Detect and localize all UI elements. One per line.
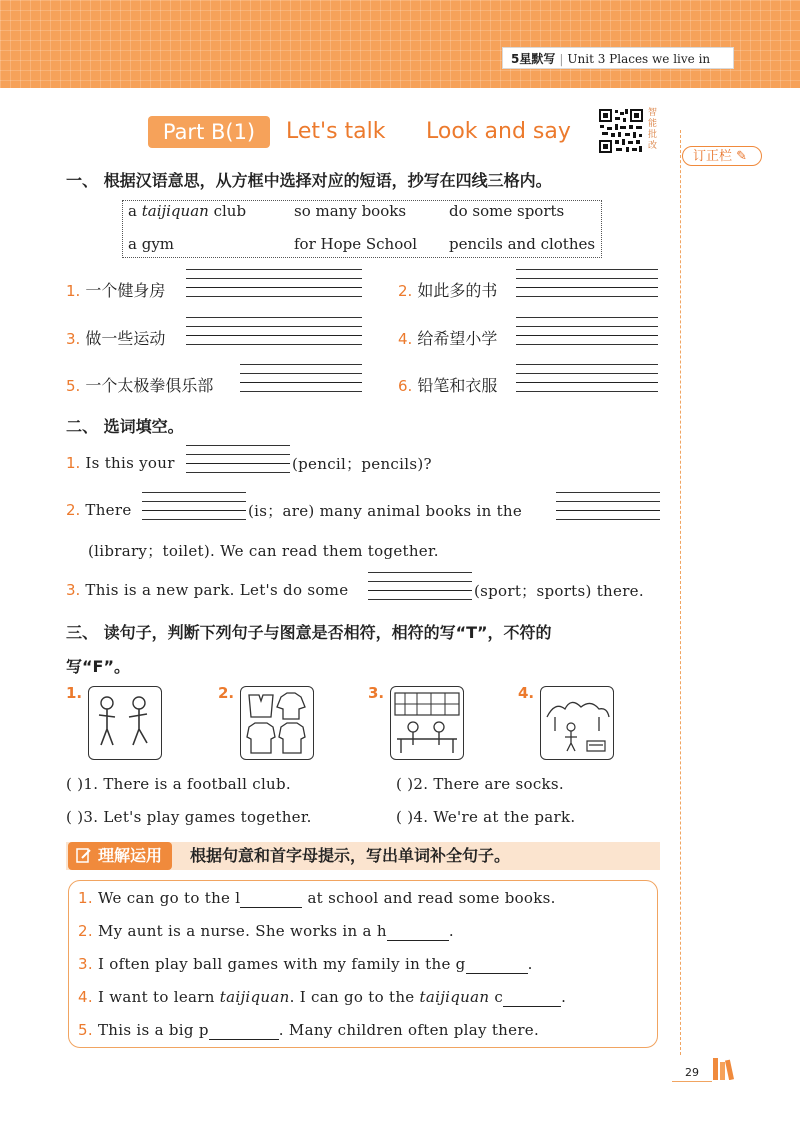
look-and-say-title: Look and say	[426, 119, 571, 144]
books-icon	[712, 1056, 740, 1080]
pencil-icon: ✎	[736, 149, 748, 164]
lets-talk-title: Let's talk	[286, 119, 386, 144]
picture-park	[540, 686, 614, 760]
item-number: 1.	[66, 454, 81, 472]
item-number: 3.	[78, 955, 93, 973]
question-options: (is；are) many animal books in the	[248, 502, 523, 520]
answer-blank[interactable]	[387, 922, 449, 941]
sentence-end: .	[448, 922, 454, 940]
question-text: Is this your	[85, 454, 175, 472]
fill-sentence	[78, 955, 533, 974]
four-line-writing-field[interactable]	[186, 445, 290, 473]
picture-number: 2.	[218, 684, 235, 702]
item-number: 2.	[398, 282, 413, 300]
answer-blank[interactable]	[466, 955, 528, 974]
item-number: 5.	[66, 377, 81, 395]
question-options: (sport；sports) there.	[474, 582, 644, 600]
section-4-tag	[68, 842, 172, 870]
four-line-writing-field[interactable]	[240, 364, 362, 392]
item-chinese: 一个健身房	[85, 281, 166, 300]
series-label: 5星默写	[511, 52, 556, 66]
section-1-item	[398, 326, 497, 349]
question-continuation: (library；toilet). We can read them together.	[88, 542, 439, 560]
sentence-middle: . I can go to the	[289, 988, 420, 1006]
sentence-start: My aunt is a nurse. She works in a h	[98, 922, 387, 940]
correction-column-divider	[680, 130, 682, 1055]
item-number: 1.	[83, 775, 99, 793]
item-number: 2.	[66, 501, 81, 519]
question-2-2	[66, 500, 132, 519]
correction-column-label	[682, 146, 762, 166]
item-chinese: 如此多的书	[417, 281, 498, 300]
clothes-icon	[241, 687, 313, 759]
answer-blank[interactable]	[240, 889, 302, 908]
picture-number: 3.	[368, 684, 385, 702]
judgement-statement	[396, 775, 564, 793]
word-bank-item: pencils and clothes	[449, 235, 596, 253]
section-1-item	[66, 373, 213, 396]
picture-number: 1.	[66, 684, 83, 702]
item-number: 5.	[78, 1021, 93, 1039]
part-badge: Part B(1)	[148, 116, 270, 148]
answer-paren[interactable]: ( )	[66, 775, 84, 793]
sentence-end: .	[527, 955, 533, 973]
item-number: 1.	[78, 889, 93, 907]
item-chinese: 给希望小学	[417, 329, 498, 348]
word-bank-item: a taijiquan club	[128, 202, 247, 220]
question-text: There	[85, 501, 132, 519]
italic-word: taijiquan	[419, 988, 490, 1006]
sentence-start: I often play ball games with my family in the g	[98, 955, 466, 973]
four-line-writing-field[interactable]	[516, 317, 658, 345]
four-line-writing-field[interactable]	[368, 572, 472, 600]
word-bank-item: so many books	[294, 202, 407, 220]
page-number-rule	[672, 1081, 712, 1082]
sentence-start: I want to learn	[98, 988, 220, 1006]
item-chinese: 一个太极拳俱乐部	[85, 376, 214, 395]
four-line-writing-field[interactable]	[186, 269, 362, 297]
answer-blank[interactable]	[209, 1021, 279, 1040]
page-number: 29	[685, 1066, 699, 1079]
question-2-3	[66, 580, 348, 599]
picture-clothes	[240, 686, 314, 760]
item-chinese: 铅笔和衣服	[417, 376, 498, 395]
judgement-statement	[396, 808, 575, 826]
judgement-statement	[66, 808, 312, 826]
sentence-end: . Many children often play there.	[278, 1021, 540, 1039]
picture-library	[390, 686, 464, 760]
word-bank-item: a gym	[128, 235, 175, 253]
statement-text: There is a football club.	[103, 775, 291, 793]
edit-icon	[76, 848, 92, 864]
italic-word: taijiquan	[219, 988, 290, 1006]
section-3-heading-cont: 写“F”。	[66, 657, 130, 676]
item-number: 4.	[413, 808, 429, 826]
item-number: 1.	[66, 282, 81, 300]
judgement-statement	[66, 775, 291, 793]
library-icon	[391, 687, 463, 759]
section-4-tag-text: 理解运用	[98, 846, 163, 865]
statement-text: Let's play games together.	[103, 808, 312, 826]
word-bank-item: for Hope School	[294, 235, 418, 253]
sentence-start: We can go to the l	[98, 889, 241, 907]
page-header-band	[0, 0, 800, 88]
item-number: 4.	[78, 988, 93, 1006]
four-line-writing-field[interactable]	[142, 492, 246, 520]
item-chinese: 做一些运动	[85, 329, 166, 348]
picture-number: 4.	[518, 684, 535, 702]
statement-text: We're at the park.	[433, 808, 576, 826]
question-options: (pencil；pencils)?	[292, 455, 432, 473]
fill-sentence	[78, 1021, 539, 1040]
section-1-heading: 一、 根据汉语意思，从方框中选择对应的短语，抄写在四线三格内。	[66, 171, 552, 190]
sentence-end: at school and read some books.	[302, 889, 556, 907]
statement-text: There are socks.	[433, 775, 564, 793]
word-bank-item: do some sports	[449, 202, 565, 220]
kids-playing-icon	[89, 687, 161, 759]
section-2-heading: 二、 选词填空。	[66, 417, 184, 436]
answer-paren[interactable]: ( )	[396, 775, 414, 793]
item-number: 4.	[398, 330, 413, 348]
correction-label-text: 订正栏	[693, 149, 733, 164]
section-1-item	[398, 373, 497, 396]
qr-code-icon[interactable]	[598, 108, 644, 154]
four-line-writing-field[interactable]	[186, 317, 362, 353]
park-icon	[541, 687, 613, 759]
question-text: This is a new park. Let's do some	[85, 581, 349, 599]
fill-sentence	[78, 889, 556, 908]
sentence-hint: c	[489, 988, 504, 1006]
item-number: 2.	[78, 922, 93, 940]
four-line-writing-field[interactable]	[556, 492, 660, 520]
question-2-1	[66, 453, 175, 472]
section-4-instruction: 根据句意和首字母提示，写出单词补全句子。	[190, 846, 511, 865]
answer-paren[interactable]: ( )	[396, 808, 414, 826]
section-1-item	[66, 326, 165, 349]
item-number: 3.	[83, 808, 99, 826]
smart-review-label: 智能批改	[648, 108, 658, 151]
four-line-writing-field[interactable]	[516, 269, 658, 297]
item-number: 3.	[66, 581, 81, 599]
answer-blank[interactable]	[503, 988, 561, 1007]
picture-kids-playing	[88, 686, 162, 760]
item-number: 3.	[66, 330, 81, 348]
fill-sentence	[78, 988, 566, 1007]
four-line-writing-field[interactable]	[516, 364, 658, 392]
fill-sentence	[78, 922, 454, 941]
sentence-end: .	[561, 988, 567, 1006]
item-number: 2.	[413, 775, 429, 793]
unit-label: 5星默写 | Unit 3 Places we live in	[502, 47, 734, 69]
answer-paren[interactable]: ( )	[66, 808, 84, 826]
section-1-item	[398, 278, 497, 301]
unit-title: Unit 3 Places we live in	[567, 52, 711, 66]
section-3-heading: 三、 读句子，判断下列句子与图意是否相符，相符的写“T”，不符的	[66, 623, 552, 642]
item-number: 6.	[398, 377, 413, 395]
sentence-start: This is a big p	[98, 1021, 209, 1039]
section-1-item	[66, 278, 165, 301]
